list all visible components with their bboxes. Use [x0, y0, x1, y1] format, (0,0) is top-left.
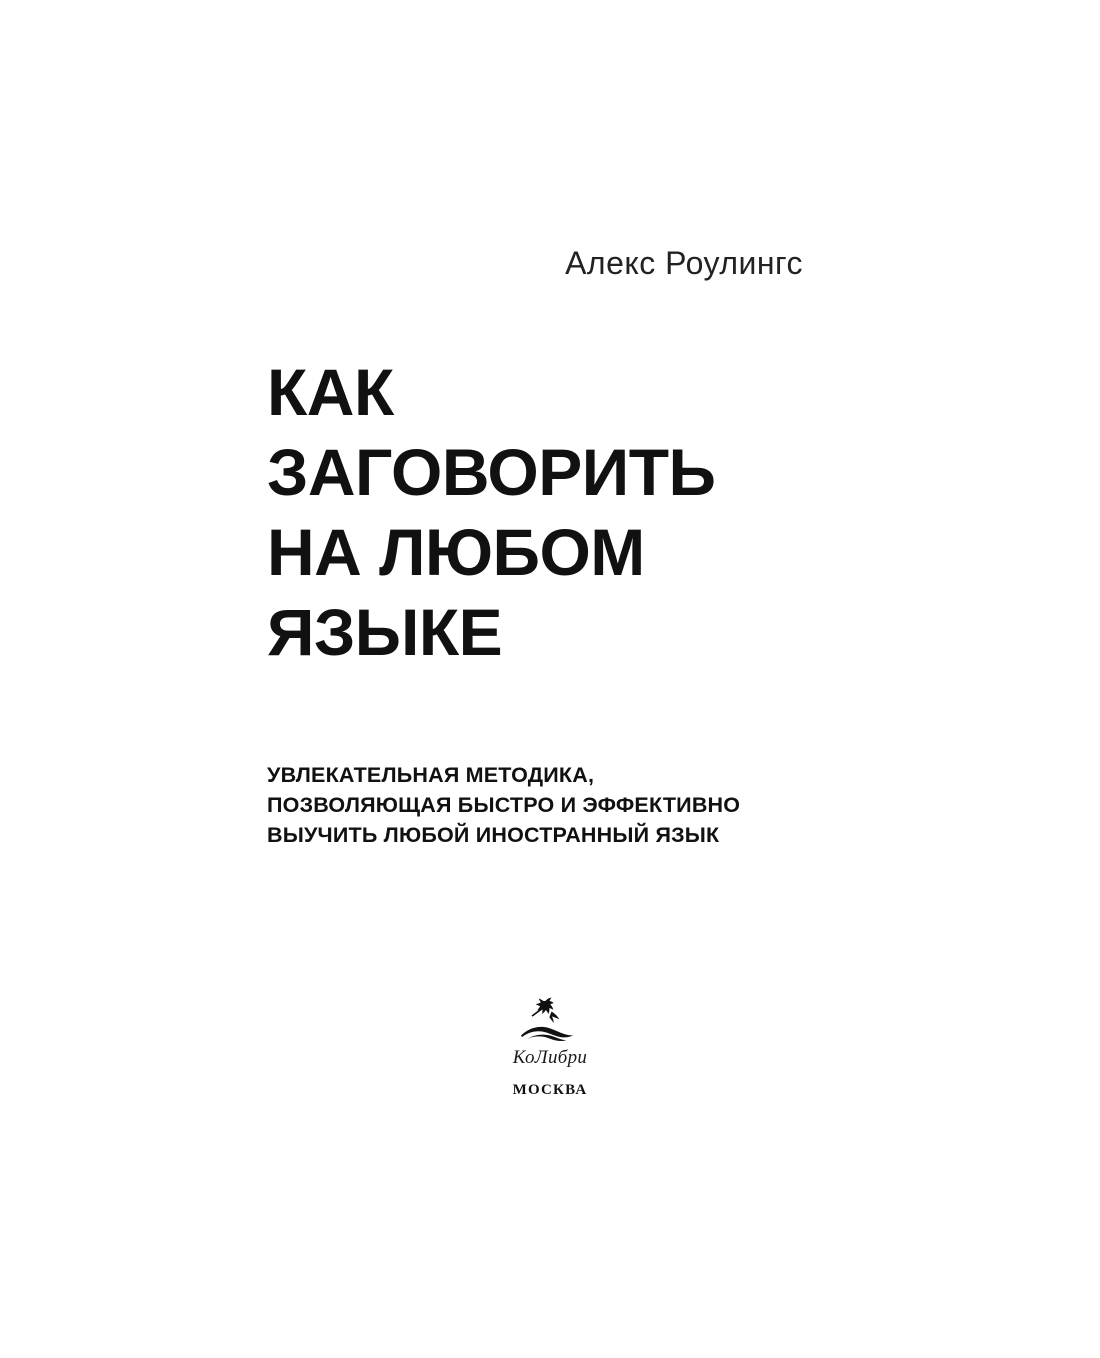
- subtitle-line-3: ВЫУЧИТЬ ЛЮБОЙ ИНОСТРАННЫЙ ЯЗЫК: [267, 823, 720, 847]
- title-line-3: НА ЛЮБОМ: [267, 515, 645, 589]
- subtitle-line-1: УВЛЕКАТЕЛЬНАЯ МЕТОДИКА,: [267, 763, 595, 787]
- author-name: Алекс Роулингс: [565, 245, 803, 281]
- publisher-city: МОСКВА: [512, 1081, 588, 1098]
- publisher-block: [0, 995, 1100, 1099]
- publisher-name: КоЛибри: [512, 1047, 588, 1068]
- book-subtitle: [267, 760, 827, 850]
- title-line-4: ЯЗЫКЕ: [267, 595, 503, 669]
- title-line-2: ЗАГОВОРИТЬ: [267, 435, 716, 509]
- book-title: [267, 352, 827, 672]
- subtitle-line-2: ПОЗВОЛЯЮЩАЯ БЫСТРО И ЭФФЕКТИВНО: [267, 793, 741, 817]
- title-line-1: КАК: [267, 355, 394, 429]
- hummingbird-icon: [515, 995, 585, 1043]
